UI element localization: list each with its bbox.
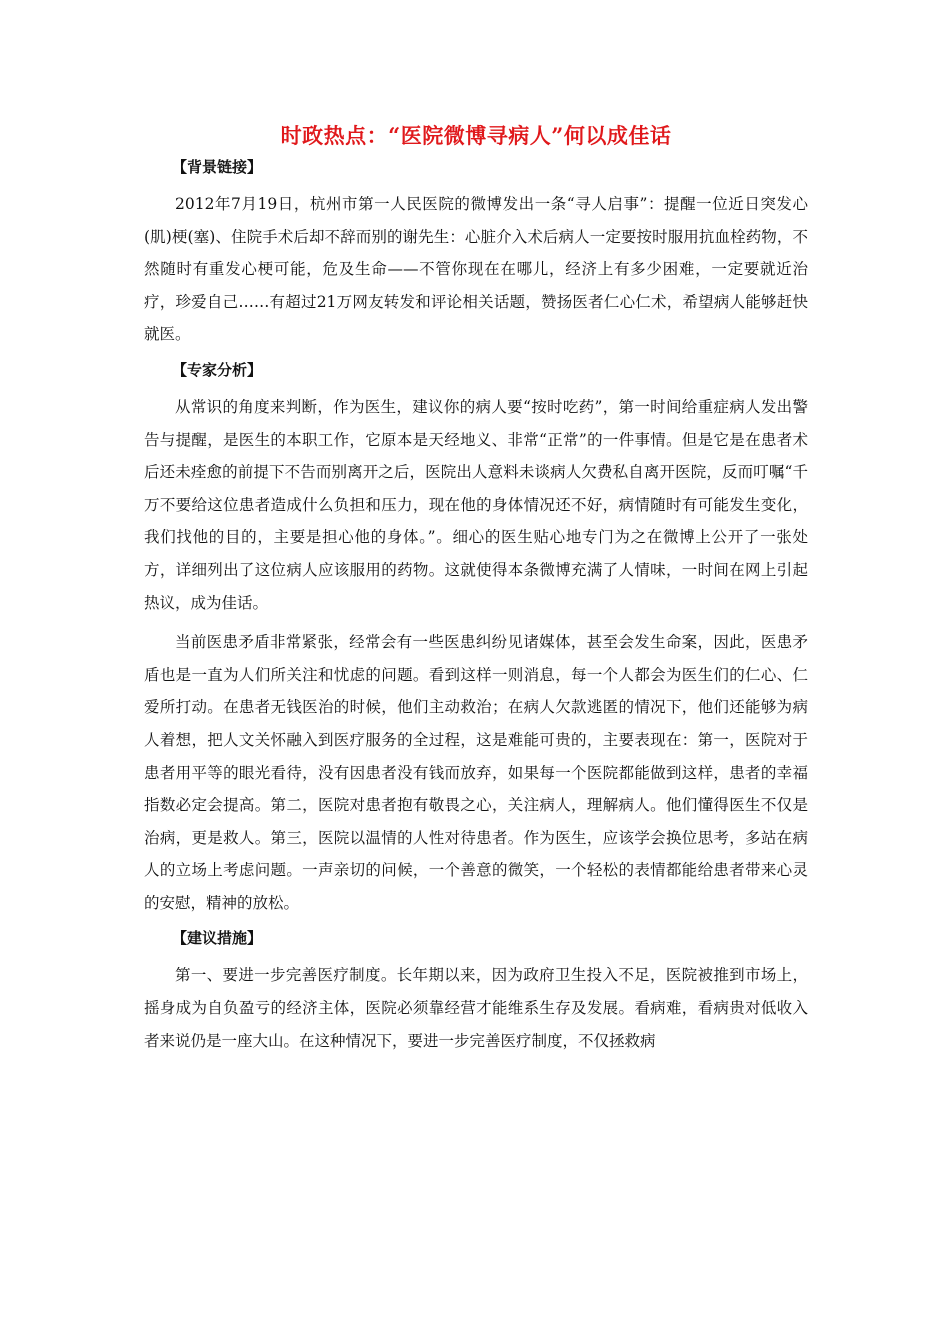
section-heading-expert-analysis: 【专家分析】 (172, 360, 263, 379)
section-heading-background: 【背景链接】 (172, 158, 263, 176)
document-title: 时政热点：“医院微博寻病人”何以成佳话 (280, 123, 672, 148)
section-expert-analysis (144, 357, 808, 920)
paragraph-expert-analysis-2: 当前医患矛盾非常紧张，经常会有一些医患纠纷见诸媒体，甚至会发生命案，因此，医患矛盾也是一直为人们所关注和忧虑的问题。看到这样一则消息，每一个人都会为医生们的仁心、仁爱所打动。在患者无钱医治的时候，他们主动救治；在病人欠款逃匿的情况下，他们还能够为病人着想，把人文关怀融入到医疗服务的全过程，这是难能可贵的，主要表现在：第一，医院对于患者用平等的眼光看待，没有因患者没有钱而放弃，如果每一个医院都能做到这样，患者的幸福指数必定会提高。第二，医院对患者抱有敬畏之心，关注病人，理解病人。他们懂得医生不仅是治病，更是救人。第三，医院以温情的人性对待患者。作为医生，应该学会换位思考，多站在病人的立场上考虑问题。一声亲切的问候，一个善意的微笑，一个轻松的表情都能给患者带来心灵的安慰，精神的放松。 (144, 633, 808, 912)
section-heading-suggestions: 【建议措施】 (172, 929, 263, 948)
section-background (144, 154, 808, 351)
paragraph-expert-analysis-1: 从常识的角度来判断，作为医生，建议你的病人要“按时吃药”，第一时间给重症病人发出警告与提醒，是医生的本职工作，它原本是天经地义、非常“正常”的一件事情。但是它是在患者术后还未痊愈的前提下不告而别离开之后，医院出人意料未谈病人欠费私自离开医院，反而叮嘱“千万不要给这位患者造成什么负担和压力，现在他的身体情况还不好，病情随时有可能发生变化，我们找他的目的，主要是担心他的身体。”。细心的医生贴心地专门为之在微博上公开了一张处方，详细列出了这位病人应该服用的药物。这就使得本条微博充满了人情味，一时间在网上引起热议，成为佳话。 (144, 397, 808, 612)
section-suggestions (144, 925, 808, 1057)
paragraph-background-1: 2012年7月19日，杭州市第一人民医院的微博发出一条“寻人启事”：提醒一位近日突发心(肌)梗(塞)、住院手术后却不辞而别的谢先生：心脏介入术后病人一定要按时服用抗血栓药物，不然随时有重发心梗可能，危及生命——不管你现在在哪儿，经济上有多少困难，一定要就近治疗，珍爱自己……有超过21万网友转发和评论相关话题，赞扬医者仁心仁术，希望病人能够赶快就医。 (144, 195, 808, 344)
document-page (144, 118, 808, 1057)
paragraph-suggestions-1: 第一、要进一步完善医疗制度。长年期以来，因为政府卫生投入不足，医院被推到市场上，摇身成为自负盈亏的经济主体，医院必须靠经营才能维系生存及发展。看病难，看病贵对低收入者来说仍是一座大山。在这种情况下，要进一步完善医疗制度，不仅拯救病 (144, 966, 808, 1050)
